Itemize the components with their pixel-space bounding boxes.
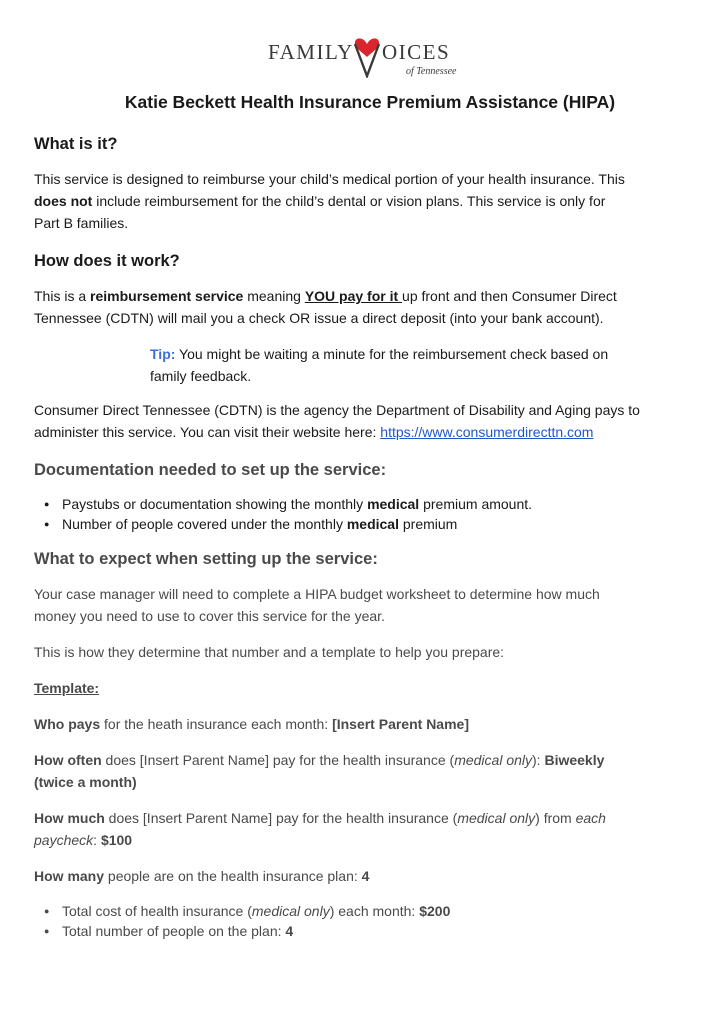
list-item <box>62 494 694 514</box>
what-paragraph-line-2 <box>34 190 694 212</box>
how-much-each: each <box>575 810 606 826</box>
doc-item-1-text: Paystubs or documentation showing the monthly <box>62 496 368 512</box>
documentation-list <box>34 494 694 534</box>
how-paragraph-line-1 <box>34 285 694 307</box>
document-body <box>34 92 694 941</box>
expect-paragraph-line-2: money you need to use to cover this service for the year. <box>34 608 385 624</box>
total-cost-value: $200 <box>419 903 451 919</box>
heading-what-is-it: What is it? <box>34 135 118 153</box>
you-pay-emphasis: YOU pay for it <box>304 288 403 304</box>
doc-item-1-end: premium amount. <box>419 496 533 512</box>
how-often-value-detail: (twice a month) <box>34 774 137 790</box>
template-label <box>34 677 694 699</box>
list-item <box>62 921 694 941</box>
what-paragraph-line-1: This service is designed to reimburse your child’s medical portion of your health insurance. This <box>34 171 625 187</box>
doc-item-2-end: premium <box>398 516 458 532</box>
how-text-a3: meaning <box>243 288 305 304</box>
does-not-emphasis: does not <box>34 193 93 209</box>
who-pays-value: [Insert Parent Name] <box>332 716 469 732</box>
how-text-a5: up front and then Consumer Direct <box>402 288 617 304</box>
doc-item-2-text: Number of people covered under the monthly <box>62 516 347 532</box>
tip-line-2: family feedback. <box>150 368 252 384</box>
total-cost-text: Total cost of health insurance ( <box>62 903 252 919</box>
how-often-medical-only: medical only <box>454 752 533 768</box>
how-much-text-1: does [Insert Parent Name] pay for the health insurance ( <box>104 810 458 826</box>
heart-v-icon <box>350 30 384 78</box>
reimbursement-service-emphasis: reimbursement service <box>90 288 244 304</box>
document-title: Katie Beckett Health Insurance Premium Assistance (HIPA) <box>124 92 616 112</box>
logo-text-family: FAMILY <box>268 40 354 64</box>
cdtn-text: administer this service. You can visit their website here: <box>34 424 381 440</box>
who-pays-text: for the heath insurance each month: <box>100 716 333 732</box>
heading-documentation: Documentation needed to set up the service: <box>34 461 387 479</box>
total-people-text: Total number of people on the plan: <box>62 923 286 939</box>
totals-list <box>34 901 694 941</box>
total-cost-text-2: ) each month: <box>329 903 420 919</box>
how-paragraph-line-2: Tennessee (CDTN) will mail you a check OR issue a direct deposit (into your bank account). <box>34 310 604 326</box>
heading-how-does-it-work: How does it work? <box>34 252 180 270</box>
cdtn-paragraph-line-2 <box>34 421 694 443</box>
template-heading: Template: <box>34 680 100 696</box>
expect-paragraph-3: This is how they determine that number and a template to help you prepare: <box>34 644 505 660</box>
how-text-a1: This is a <box>34 288 91 304</box>
template-how-much <box>34 807 694 829</box>
how-often-value: Biweekly <box>544 752 605 768</box>
how-much-text-2: ) from <box>535 810 576 826</box>
list-item <box>62 901 694 921</box>
template-how-many <box>34 865 694 887</box>
tip-callout <box>34 343 694 387</box>
how-much-value: $100 <box>100 832 133 848</box>
tip-line-1 <box>150 343 694 365</box>
how-often-label: How often <box>34 752 102 768</box>
cdtn-paragraph-line-1: Consumer Direct Tennessee (CDTN) is the agency the Department of Disability and Aging pays to <box>34 402 640 418</box>
template-how-often-line-2 <box>34 771 694 793</box>
what-line-2-text: include reimbursement for the child’s dental or vision plans. This service is only for <box>92 193 606 209</box>
how-much-paycheck: paycheck <box>34 832 94 848</box>
tip-label: Tip: <box>150 346 176 362</box>
who-pays-label: Who pays <box>34 716 101 732</box>
template-how-often <box>34 749 694 771</box>
how-many-label: How many <box>34 868 105 884</box>
tip-text-1: You might be waiting a minute for the reimbursement check based on <box>175 346 609 362</box>
how-many-text: people are on the health insurance plan: <box>104 868 362 884</box>
how-often-text-1: does [Insert Parent Name] pay for the health insurance ( <box>101 752 455 768</box>
heading-what-to-expect: What to expect when setting up the service: <box>34 550 378 568</box>
logo-subtitle: of Tennessee <box>406 66 457 77</box>
what-paragraph-line-3: Part B families. <box>34 215 129 231</box>
medical-emphasis: medical <box>367 496 420 512</box>
cdtn-website-link[interactable]: https://www.consumerdirecttn.com <box>380 424 594 440</box>
family-voices-logo <box>0 30 724 88</box>
how-much-medical-only: medical only <box>457 810 536 826</box>
template-how-much-line-2 <box>34 829 694 851</box>
expect-paragraph-line-1: Your case manager will need to complete a HIPA budget worksheet to determine how much <box>34 586 600 602</box>
logo-text-oices: OICES <box>382 40 451 64</box>
list-item <box>62 514 694 534</box>
how-many-value: 4 <box>361 868 370 884</box>
medical-emphasis: medical <box>346 516 399 532</box>
template-who-pays <box>34 713 694 735</box>
how-often-text-2: ): <box>532 752 545 768</box>
how-much-colon: : <box>93 832 101 848</box>
total-cost-medical-only: medical only <box>251 903 330 919</box>
total-people-value: 4 <box>285 923 294 939</box>
how-much-label: How much <box>34 810 105 826</box>
